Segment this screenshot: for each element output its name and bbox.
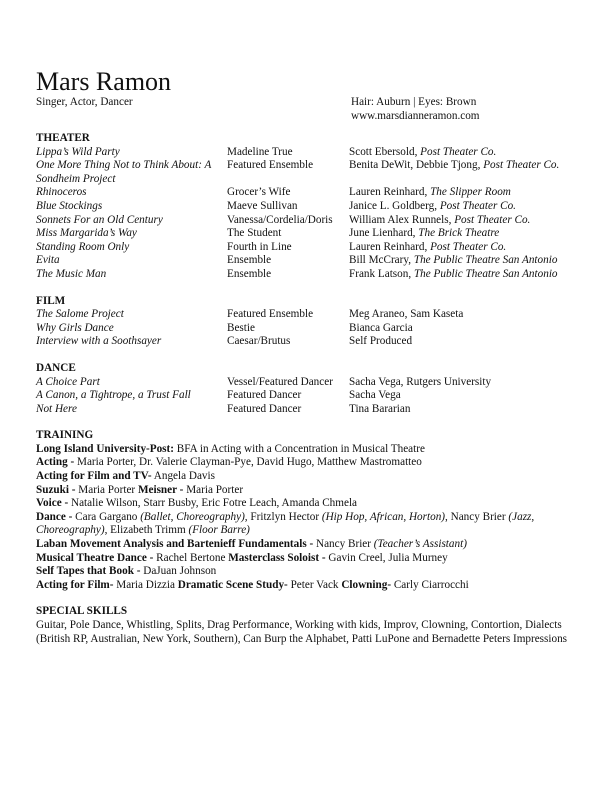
section-title-dance: DANCE <box>36 361 76 374</box>
theater-credit-row <box>36 254 584 268</box>
training-text: , Elizabeth Trimm <box>104 524 189 537</box>
credit-venue: The Slipper Room <box>430 186 511 199</box>
skills-section <box>36 605 584 646</box>
credit-director <box>349 403 410 417</box>
credit-role: Madeline True <box>227 145 293 158</box>
credit-role: Bestie <box>227 321 255 334</box>
credit-director <box>349 200 516 214</box>
credit-director <box>349 241 506 255</box>
training-suzuki-meisner <box>36 484 584 498</box>
training-label: Acting - <box>36 456 78 469</box>
credit-director <box>349 214 530 228</box>
skills-text: Guitar, Pole Dance, Whistling, Splits, Drag Performance, Working with kids, Improv, Clowning, Contortion, Dialects (British RP, Australian, New York, Southern), Can Burp the Alphabet, Patti LuPone and Bernadette Peters Impressions <box>36 619 568 645</box>
training-style: (Ballet, Choreography), <box>140 510 248 523</box>
credit-show: A Canon, a Tightrope, a Trust Fall <box>36 389 191 402</box>
credit-director-name: Sacha Vega <box>349 389 401 402</box>
theater-credit-row <box>36 146 584 160</box>
credit-role: Featured Dancer <box>227 402 302 415</box>
training-text: Nancy Brier <box>316 538 374 551</box>
credit-venue: The Brick Theatre <box>418 227 500 240</box>
credit-role: Featured Dancer <box>227 389 302 402</box>
credit-director-name: Benita DeWit, Debbie Tjong, <box>349 159 484 172</box>
theater-credits <box>36 146 584 282</box>
training-text: Rachel Bertone <box>156 551 229 564</box>
theater-section <box>36 132 584 282</box>
credit-venue: Post Theater Co. <box>420 145 497 158</box>
training-mt-dance <box>36 552 584 566</box>
credit-role: Vanessa/Cordelia/Doris <box>227 213 333 226</box>
training-text: Gavin Creel, Julia Murney <box>328 551 448 564</box>
credit-director-name: Sacha Vega, Rutgers University <box>349 375 492 388</box>
credit-director <box>349 146 496 160</box>
credit-show: Standing Room Only <box>36 240 130 253</box>
training-style: (Teacher’s Assistant) <box>373 538 467 551</box>
credit-show: Not Here <box>36 402 77 415</box>
training-text: Cara Gargano <box>75 510 141 523</box>
training-text: , Nancy Brier <box>445 510 509 523</box>
training-label: Dance - <box>36 510 76 523</box>
theater-credit-row <box>36 268 584 282</box>
training-style: (Floor Barre) <box>188 524 250 537</box>
credit-role: Featured Ensemble <box>227 308 314 321</box>
credit-venue: The Public Theatre San Antonio <box>413 254 558 267</box>
website-link[interactable]: www.marsdianneramon.com <box>351 109 480 122</box>
credit-role: Grocer’s Wife <box>227 186 291 199</box>
training-label: Laban Movement Analysis and Bartenieff Fundamentals - <box>36 538 317 551</box>
credit-director <box>349 268 558 282</box>
section-title-skills: SPECIAL SKILLS <box>36 605 128 618</box>
credit-show: Why Girls Dance <box>36 321 114 334</box>
hair-eyes: Hair: Auburn | Eyes: Brown <box>351 96 477 108</box>
credit-director-name: Lauren Reinhard, <box>349 186 431 199</box>
credit-director-name: Bill McCrary, <box>349 254 414 267</box>
training-text: Angela Davis <box>151 470 215 483</box>
credit-director-name: Janice L. Goldberg, <box>349 199 440 212</box>
theater-credit-row <box>36 227 584 241</box>
training-label: Acting for Film- <box>36 578 114 591</box>
training-text: Maria Porter, Dr. Valerie Clayman-Pye, David Hugo, Matthew Mastromatteo <box>77 456 422 469</box>
training-label: Voice - <box>36 497 72 510</box>
credit-venue: The Public Theatre San Antonio <box>413 267 558 280</box>
contact-block <box>351 96 480 123</box>
training-text: BFA in Acting with a Concentration in Musical Theatre <box>174 442 425 455</box>
credit-director-name: Scott Ebersold, <box>349 145 421 158</box>
section-title-theater: THEATER <box>36 132 90 144</box>
theater-credit-row <box>36 200 584 214</box>
credit-show: Blue Stockings <box>36 199 103 212</box>
theater-credit-row <box>36 241 584 255</box>
training-label: Dramatic Scene Study- <box>177 578 288 591</box>
resume-page <box>36 68 584 646</box>
credit-role: Ensemble <box>227 254 272 267</box>
training-liu <box>36 443 584 457</box>
credit-show: The Music Man <box>36 267 107 280</box>
training-text: Peter Vack <box>287 578 342 591</box>
dance-credit-row <box>36 389 584 403</box>
credit-role: The Student <box>227 227 282 240</box>
credit-show: Interview with a Soothsayer <box>36 335 162 348</box>
credit-director-name: June Lienhard, <box>349 227 419 240</box>
training-label: Acting for Film and TV- <box>36 470 152 483</box>
training-text: DaJuan Johnson <box>143 565 217 578</box>
training-voice <box>36 497 584 511</box>
credit-director-name: Meg Araneo, Sam Kaseta <box>349 308 464 321</box>
credit-venue: Post Theater Co. <box>430 240 507 253</box>
credit-venue: Post Theater Co. <box>439 199 516 212</box>
credit-show: Sonnets For an Old Century <box>36 213 163 226</box>
credit-role: Caesar/Brutus <box>227 335 291 348</box>
credit-role: Fourth in Line <box>227 240 292 253</box>
credit-role: Featured Ensemble <box>227 159 314 172</box>
section-title-training: TRAINING <box>36 429 94 442</box>
training-text: Maria Porter <box>186 483 244 496</box>
credit-director <box>349 227 499 241</box>
credit-show: Miss Margarida’s Way <box>36 227 137 240</box>
credit-show: A Choice Part <box>36 375 100 388</box>
credit-show: One More Thing Not to Think About: A Sondheim Project <box>36 159 212 185</box>
credit-show: Rhinoceros <box>36 186 87 199</box>
credit-director-name: Bianca Garcia <box>349 321 413 334</box>
training-label: Masterclass Soloist - <box>228 551 329 564</box>
credit-venue: Post Theater Co. <box>454 213 531 226</box>
credit-director <box>349 159 559 173</box>
credit-role: Ensemble <box>227 267 272 280</box>
dance-credits <box>36 376 584 417</box>
credit-director-name: Self Produced <box>349 335 413 348</box>
training-style: (Hip Hop, African, Horton) <box>321 510 446 523</box>
credit-director <box>349 254 557 268</box>
training-text: Natalie Wilson, Starr Busby, Eric Fotre Leach, Amanda Chmela <box>71 497 358 510</box>
film-credit-row <box>36 335 584 349</box>
training-acting <box>36 456 584 470</box>
training-label: Meisner - <box>137 483 187 496</box>
training-text: Maria Porter <box>78 483 138 496</box>
credit-director <box>349 186 511 200</box>
film-credit-row <box>36 322 584 336</box>
performer-name: Mars Ramon <box>36 67 172 96</box>
theater-credit-row <box>36 159 584 186</box>
training-film-tv <box>36 470 584 484</box>
training-laban <box>36 538 584 552</box>
credit-director <box>349 389 401 403</box>
training-label: Self Tapes that Book - <box>36 565 144 578</box>
credit-show: Lippa’s Wild Party <box>36 145 120 158</box>
dance-credit-row <box>36 403 584 417</box>
credit-director-name: Tina Bararian <box>349 402 411 415</box>
dance-section <box>36 362 584 416</box>
training-film <box>36 579 584 593</box>
credit-venue: Post Theater Co. <box>483 159 560 172</box>
credit-role: Maeve Sullivan <box>227 199 298 212</box>
credit-director-name: Lauren Reinhard, <box>349 240 431 253</box>
dance-credit-row <box>36 376 584 390</box>
training-text: Fritzlyn Hector <box>247 510 322 523</box>
credit-director <box>349 322 413 336</box>
training-section <box>36 429 584 592</box>
credit-director <box>349 376 491 390</box>
credit-director-name: William Alex Runnels, <box>349 213 455 226</box>
tagline: Singer, Actor, Dancer <box>36 96 133 108</box>
training-self-tapes <box>36 565 584 579</box>
credit-director <box>349 335 412 349</box>
training-text: Maria Dizzia <box>113 578 178 591</box>
theater-credit-row <box>36 186 584 200</box>
training-text: Carly Ciarrocchi <box>391 578 469 591</box>
training-label: Musical Theatre Dance - <box>36 551 157 564</box>
header-info <box>36 96 584 124</box>
credit-show: Evita <box>36 254 60 267</box>
film-section <box>36 295 584 349</box>
theater-credit-row <box>36 214 584 228</box>
training-label: Clowning- <box>341 578 392 591</box>
training-label: Long Island University-Post: <box>36 442 174 455</box>
credit-show: The Salome Project <box>36 308 124 321</box>
section-title-film: FILM <box>36 294 66 307</box>
training-style: (Jazz, Choreography) <box>36 510 535 537</box>
credit-director <box>349 308 463 322</box>
credit-director-name: Frank Latson, <box>349 267 414 280</box>
film-credit-row <box>36 308 584 322</box>
film-credits <box>36 308 584 349</box>
credit-role: Vessel/Featured Dancer <box>227 375 333 388</box>
training-dance <box>36 511 584 538</box>
training-label: Suzuki - <box>36 483 79 496</box>
